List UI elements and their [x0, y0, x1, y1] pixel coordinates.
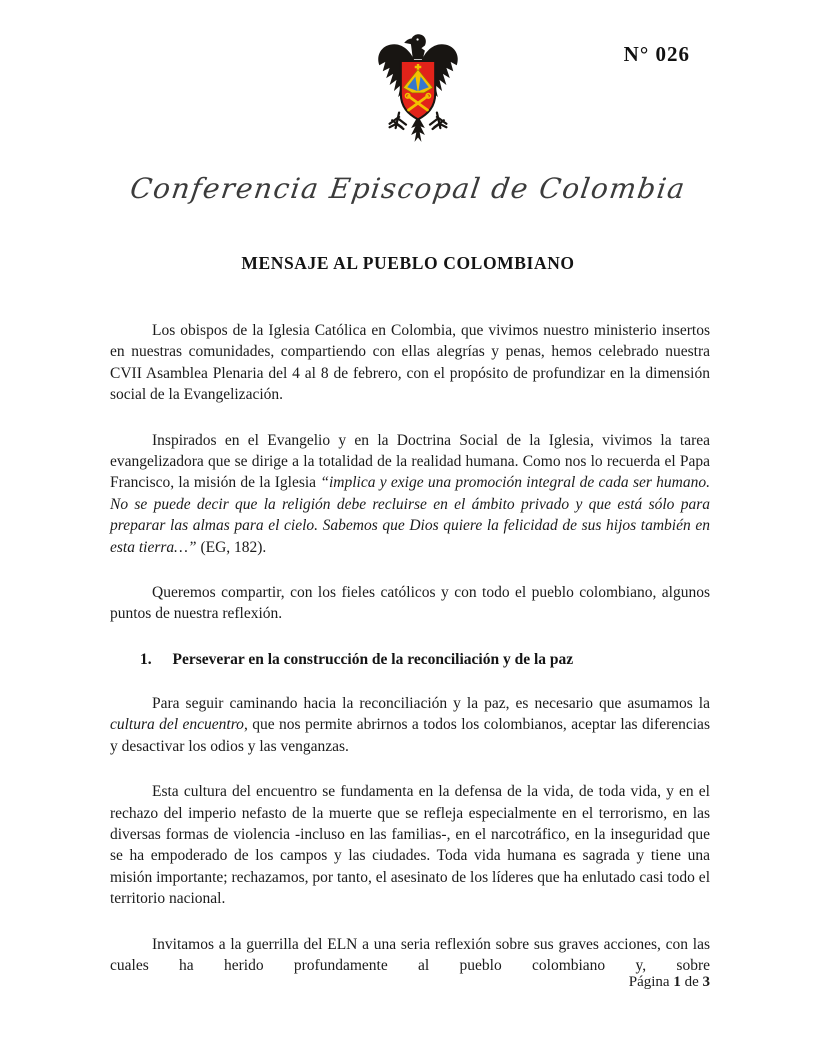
paragraph-share-reflection: Queremos compartir, con los fieles católicos y con todo el pueblo colombiano, algunos puntos de nuestra reflexión.	[110, 584, 710, 623]
eagle-crest-icon	[375, 28, 461, 149]
section-number: 1.	[140, 650, 152, 668]
page-number-footer: Página 1 de 3	[628, 974, 710, 990]
section-title: Perseverar en la construcción de la reconciliación y de la paz	[172, 650, 574, 668]
section-heading-reconciliation	[110, 651, 710, 669]
document-title: MENSAJE AL PUEBLO COLOMBIANO	[241, 253, 575, 273]
paragraph-culture-encounter: Para seguir caminando hacia la reconciliación y la paz, es necesario que asumamos la cultura del encuentro, que nos permite abrirnos a todos los colombianos, aceptar las diferencias y desactivar los odios y las venganzas.	[110, 694, 710, 755]
document-body	[0, 320, 816, 976]
paragraph-bishops-assembly: Los obispos de la Iglesia Católica en Colombia, que vivimos nuestro ministerio insertos en nuestras comunidades, compartiendo con ellas alegrías y penas, hemos celebrado nuestra CVII Asamblea Plenaria del 4 al 8 de febrero, con el propósito de profundizar en la dimensión social de la Evangelización.	[110, 322, 710, 404]
paragraph-gospel-quote: Inspirados en el Evangelio y en la Doctrina Social de la Iglesia, vivimos la tarea evangelizadora que se dirige a la totalidad de la realidad humana. Como nos lo recuerda el Papa Francisco, la misión de la Iglesia “implica y exige una promoción integral de cada ser humano. No se puede decir que la religión debe recluirse en el ámbito privado y que está sólo para preparar las almas para el cielo. Sabemos que Dios quiere la felicidad de sus hijos también en esta tierra…” (EG, 182).	[110, 431, 710, 556]
document-number: N° 026	[623, 42, 690, 66]
paragraph-defense-of-life: Esta cultura del encuentro se fundamenta en la defensa de la vida, de toda vida, y en el rechazo del imperio nefasto de la muerte que se refleja especialmente en el terrorismo, en las diversas formas de violencia -incluso en las familias-, en el narcotráfico, en la inseguridad que se ha empoderado de los campos y las ciudades. Toda vida humana es sagrada y tiene una misión importante; rechazamos, por tanto, el asesinato de los líderes que ha enlutado casi todo el territorio nacional.	[110, 783, 710, 908]
paragraph-eln-invitation: Invitamos a la guerrilla del ELN a una seria reflexión sobre sus graves acciones, con las cuales ha herido profundamente al pueblo colombiano y, sobre	[110, 935, 710, 974]
organization-name: Conferencia Episcopal de Colombia	[128, 172, 689, 205]
episcopal-crest-logo	[375, 28, 461, 149]
